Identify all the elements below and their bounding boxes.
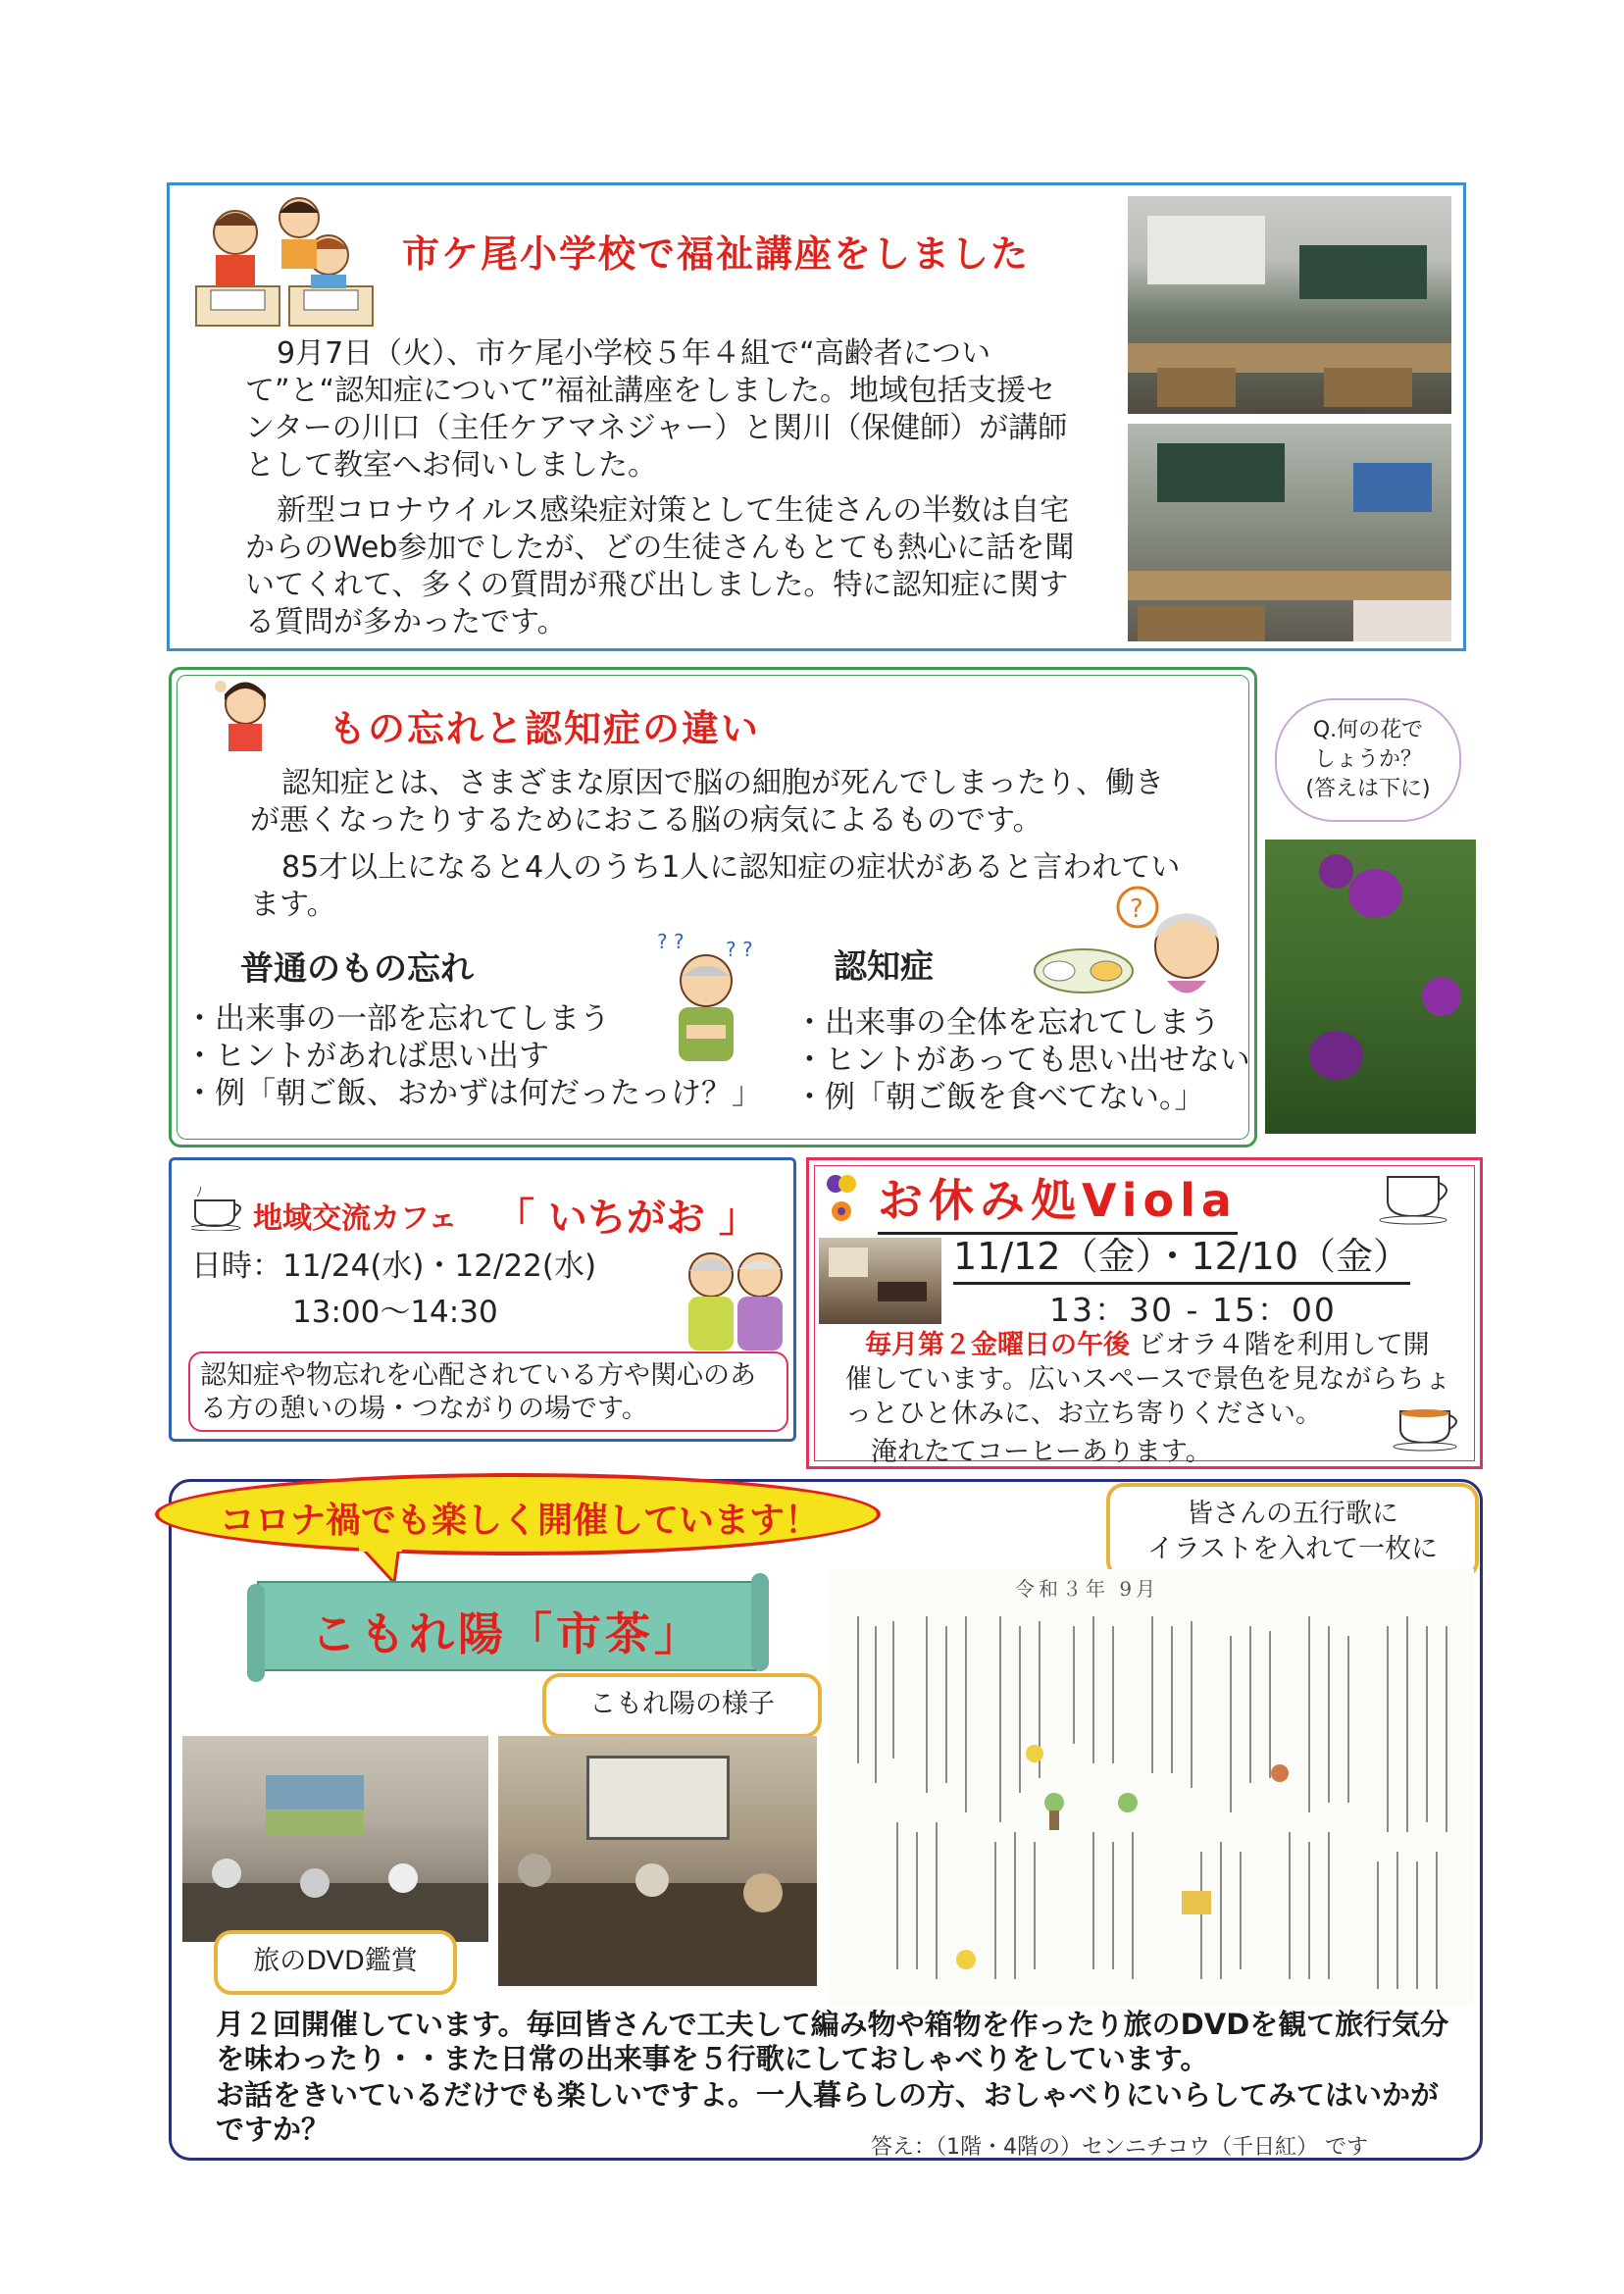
- cafe-note: 認知症や物忘れを心配されている方や関心のある方の憩いの場・つながりの場です。: [188, 1351, 788, 1432]
- normal-forgetfulness-heading: 普通のもの忘れ: [240, 949, 474, 989]
- komorebi-title: こもれ陽「市茶」: [311, 1607, 703, 1660]
- viola-desc-text: ビオラ４階を利用して開催しています。広いスペースで景色を見ながらちょっとひと休みに、お立ち寄りください。: [845, 1330, 1451, 1429]
- normal-item: ・例「朝ご飯、おかずは何だったっけ？」: [184, 1076, 762, 1111]
- poem-bubble-line2: イラストを入れて一枚に: [1146, 1534, 1439, 1564]
- viola-dates: 11/12（金）・12/10（金）: [953, 1226, 1410, 1285]
- viola-room-photo: [819, 1238, 941, 1324]
- forgetfulness-para1: 認知症とは、さまざまな原因で脳の細胞が死んでしまったり、働きが悪くなったりするためにおこる脳の病気によるものです。: [250, 766, 1164, 838]
- nurse-icon: [211, 675, 279, 753]
- coffee-cup-icon: [191, 1187, 250, 1231]
- quiz-line2: しょうか？: [1313, 747, 1422, 772]
- dementia-item: ・例「朝ご飯を食べてない。」: [794, 1080, 1205, 1115]
- viola-flower-icon: [822, 1172, 861, 1231]
- viola-description: [845, 1328, 1453, 1431]
- viola-title: お休み処Viola: [878, 1165, 1238, 1235]
- classroom-photo-2: [1128, 424, 1451, 641]
- scene-bubble: こもれ陽の様子: [542, 1673, 822, 1738]
- poem-sheet-header: 令和３年 9月: [1015, 1577, 1160, 1601]
- elderly-couple-illustration: [677, 1246, 794, 1353]
- coffee-cup-icon: [1378, 1167, 1461, 1226]
- classroom-photo-1: [1128, 196, 1451, 414]
- quiz-answer: 答え：（1階・4階の）センニチコウ（千日紅） です: [871, 2135, 1369, 2160]
- cafe-title: 地域交流カフェ: [253, 1201, 458, 1236]
- event-banner-text: コロナ禍でも楽しく開催しています！: [219, 1501, 820, 1541]
- cafe-date: 日時：11/24(水)・12/22(水): [191, 1249, 597, 1284]
- komorebi-session-photo: [498, 1736, 817, 1986]
- quiz-line1: Q.何の花で: [1312, 718, 1424, 742]
- cafe-name: 「 いちがお 」: [495, 1196, 758, 1241]
- dementia-item: ・ヒントがあっても思い出せない: [794, 1043, 1250, 1078]
- dvd-viewing-photo: [182, 1736, 488, 1942]
- dementia-list: [794, 1004, 1250, 1116]
- poem-sheet: [829, 1569, 1474, 2006]
- normal-forgetfulness-list: [184, 1000, 762, 1112]
- school-lecture-para2: 新型コロナウイルス感染症対策として生徒さんの半数は自宅からのWeb参加でしたが、どの生徒さんもとても熱心に話を聞いてくれて、多くの質問が飛び出しました。特に認知症に関する質問が多かったです。: [245, 493, 1075, 639]
- globe-amaranth-photo: [1265, 840, 1476, 1134]
- school-lecture-para1: 9月7日（火）、市ケ尾小学校５年４組で“高齢者について”と“認知症について”福祉講座をしました。地域包括支援センターの川口（主任ケアマネジャー）と関川（保健師）が講師として教室へお伺いしました。: [245, 336, 1068, 483]
- viola-highlight: 毎月第２金曜日の午後: [865, 1330, 1130, 1360]
- dvd-bubble: 旅のDVD鑑賞: [214, 1930, 457, 1995]
- schoolchildren-illustration: [191, 188, 378, 331]
- svg-text:? ?: ? ?: [657, 930, 685, 953]
- svg-text:?: ?: [1130, 894, 1143, 924]
- banner-tail: [355, 1546, 414, 1585]
- svg-text:? ?: ? ?: [726, 938, 753, 961]
- normal-item: ・出来事の一部を忘れてしまう: [184, 1001, 610, 1037]
- elderly-woman-illustration: [1108, 878, 1226, 1005]
- komorebi-desc2: お話をきいているだけでも楽しいですよ。一人暮らしの方、おしゃべりにいらしてみてはいかがですか？: [216, 2078, 1440, 2146]
- poem-bubble-line1: 皆さんの五行歌に: [1187, 1499, 1398, 1529]
- poem-bubble: [1106, 1483, 1479, 1579]
- dementia-item: ・出来事の全体を忘れてしまう: [794, 1005, 1220, 1041]
- viola-coffee-note: 淹れたてコーヒーあります。: [871, 1437, 1212, 1467]
- forgetfulness-title: もの忘れと認知症の違い: [329, 707, 761, 750]
- normal-item: ・ヒントがあれば思い出す: [184, 1039, 549, 1074]
- quiz-line3: (答えは下に): [1305, 777, 1431, 801]
- viola-time: 13：30 - 15：00: [1049, 1291, 1337, 1329]
- poem-handwriting: [829, 1597, 1474, 2006]
- school-lecture-title: 市ケ尾小学校で福祉講座をしました: [402, 232, 1031, 276]
- forgetfulness-para2: 85才以上になると4人のうち1人に認知症の症状があると言われています。: [250, 850, 1181, 922]
- dementia-heading: 認知症: [834, 947, 934, 987]
- komorebi-desc1: 月２回開催しています。毎回皆さんで工夫して編み物や箱物を作ったり旅のDVDを観て旅行気分を味わったり・・また日常の出来事を５行歌にしておしゃべりをしています。: [216, 2008, 1449, 2075]
- cafe-time: 13:00～14:30: [292, 1295, 498, 1330]
- tea-cup-icon: [1393, 1398, 1471, 1456]
- flower-quiz-bubble: [1275, 698, 1461, 822]
